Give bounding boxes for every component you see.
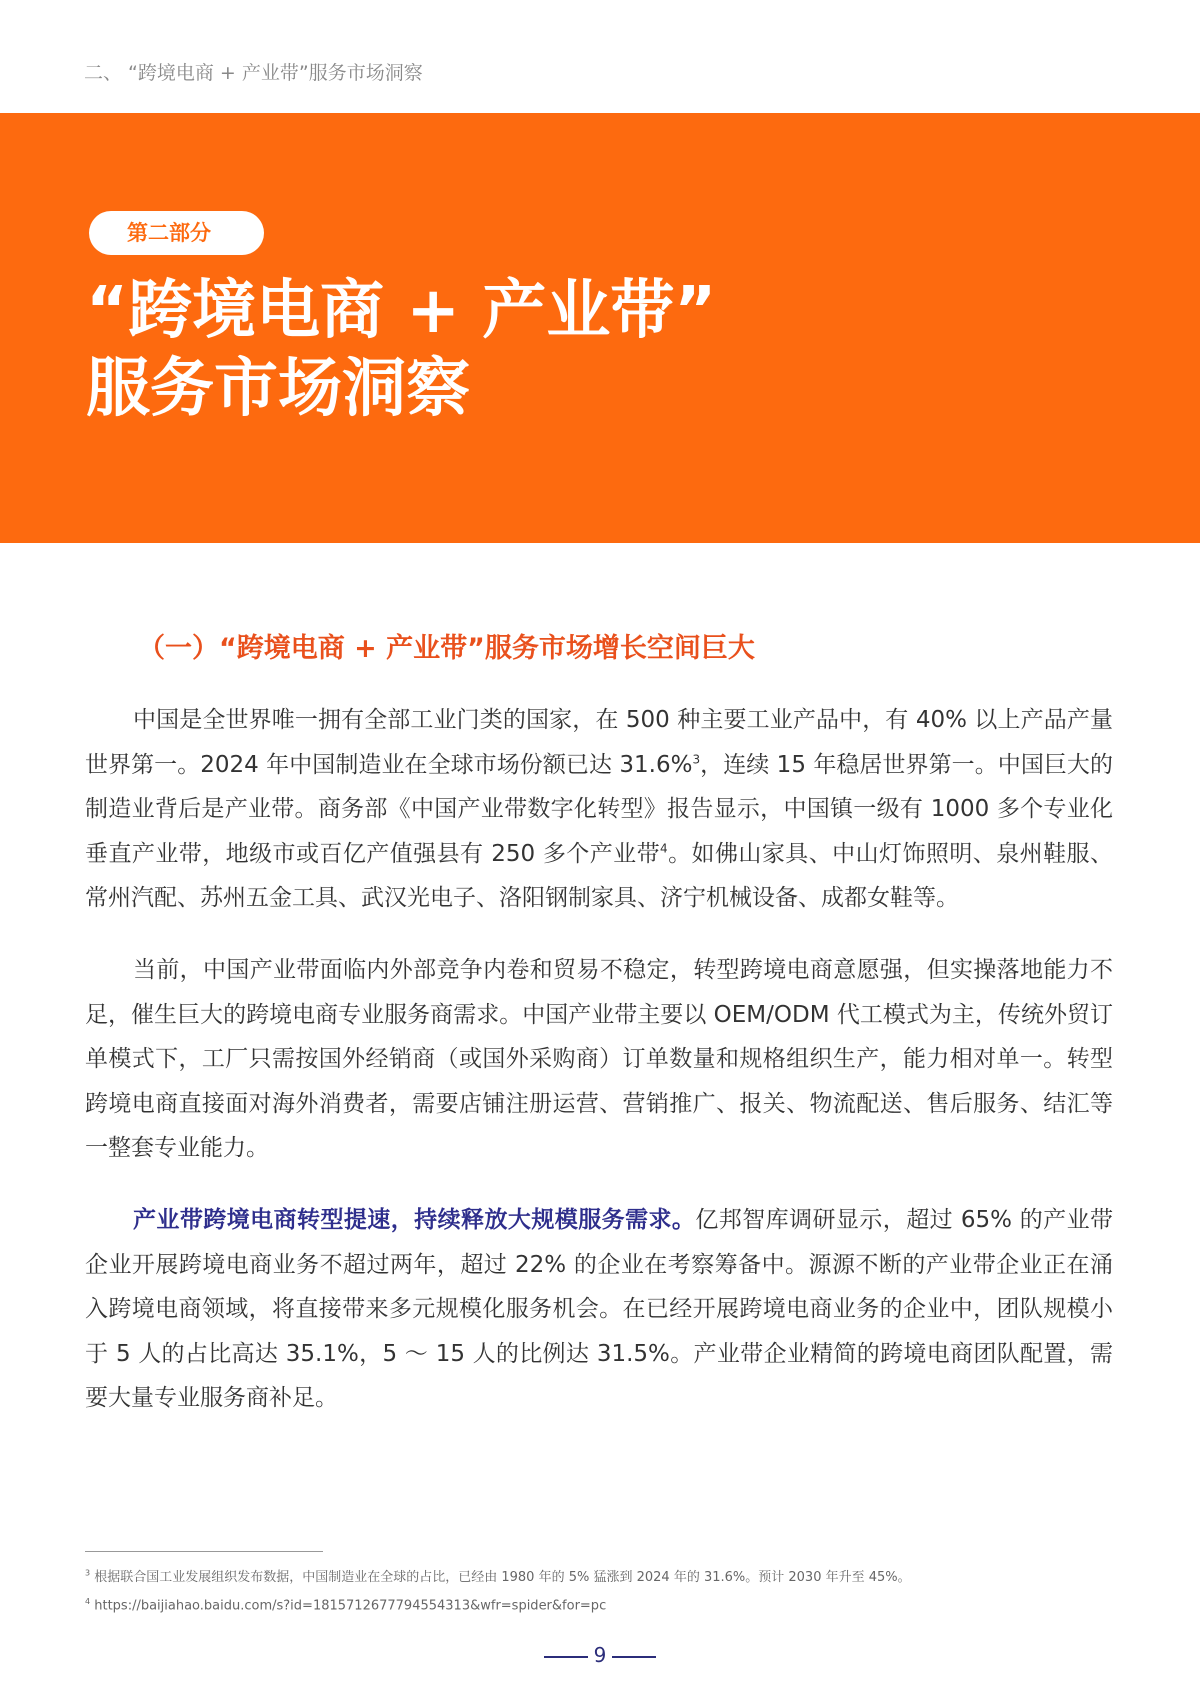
footnote-link[interactable]: https://baijiahao.baidu.com/s?id=1815712677794554313&wfr=spider&for=pc	[94, 1598, 607, 1614]
p1-text-a: 中国是全世界唯一拥有全部工业门类的国家，在 500 种主要工业产品中，有 40% 以上产品产量世界第一。2024 年中国制造业在全球市场份额已达 31.6%	[85, 707, 1113, 778]
paragraph-3	[85, 1198, 1113, 1421]
p1-text-b: ，连续 15 年稳居世界第一。中国巨大的制造业背后是产业带。商务部《中国产业带数字化转型》报告显示，中国镇一级有 1000 多个专业化垂直产业带，地级市或百亿产值强县有 250 多个产业带	[85, 751, 1113, 867]
section-heading: （一）“跨境电商 + 产业带”服务市场增长空间巨大	[138, 633, 755, 664]
p1-text-c: 。如佛山家具、中山灯饰照明、泉州鞋服、常州汽配、苏州五金工具、武汉光电子、洛阳钢制家具、济宁机械设备、成都女鞋等。	[85, 840, 1113, 911]
part-title-line2: 服务市场洞察	[86, 352, 470, 426]
footnote-divider	[85, 1551, 323, 1552]
footnote-4	[85, 1597, 606, 1613]
part-title	[86, 272, 716, 428]
footnote-ref-4[interactable]: 4	[660, 840, 668, 855]
running-header: 二、 “跨境电商 + 产业带”服务市场洞察	[84, 62, 423, 84]
part-title-line1: “跨境电商 + 产业带”	[86, 274, 717, 348]
part-badge: 第二部分	[89, 211, 264, 255]
page-number-value: 9	[593, 1643, 607, 1667]
footnote-text: 根据联合国工业发展组织发布数据，中国制造业在全球的占比，已经由 1980 年的 5% 猛涨到 2024 年的 31.6%。预计 2030 年升至 45%。	[94, 1570, 911, 1585]
footnote-mark: 4	[85, 1597, 91, 1606]
page-number	[0, 1643, 1200, 1667]
footnote-ref-3[interactable]: 3	[692, 751, 701, 766]
dash-left	[544, 1656, 588, 1658]
paragraph-2: 当前，中国产业带面临内外部竞争内卷和贸易不稳定，转型跨境电商意愿强，但实操落地能力不足，催生巨大的跨境电商专业服务商需求。中国产业带主要以 OEM/ODM 代工模式为主，传统外贸订单模式下，工厂只需按国外经销商（或国外采购商）订单数量和规格组织生产，能力相对单一。转型跨境电商直接面对海外消费者，需要店铺注册运营、营销推广、报关、物流配送、售后服务、结汇等一整套专业能力。	[85, 957, 1113, 1161]
paragraph-1	[85, 698, 1113, 921]
p3-text: 亿邦智库调研显示，超过 65% 的产业带企业开展跨境电商业务不超过两年，超过 22% 的企业在考察筹备中。源源不断的产业带企业正在涌入跨境电商领域，将直接带来多元规模化服务机会。在已经开展跨境电商业务的企业中，团队规模小于 5 人的占比高达 35.1%，5 ～ 15 人的比例达 31.5%。产业带企业精简的跨境电商团队配置，需要大量专业服务商补足。	[85, 1207, 1114, 1411]
p3-highlight: 产业带跨境电商转型提速，持续释放大规模服务需求。	[133, 1207, 696, 1233]
footnote-mark: 3	[85, 1568, 91, 1578]
dash-right	[612, 1656, 656, 1658]
footnote-3	[85, 1566, 911, 1585]
